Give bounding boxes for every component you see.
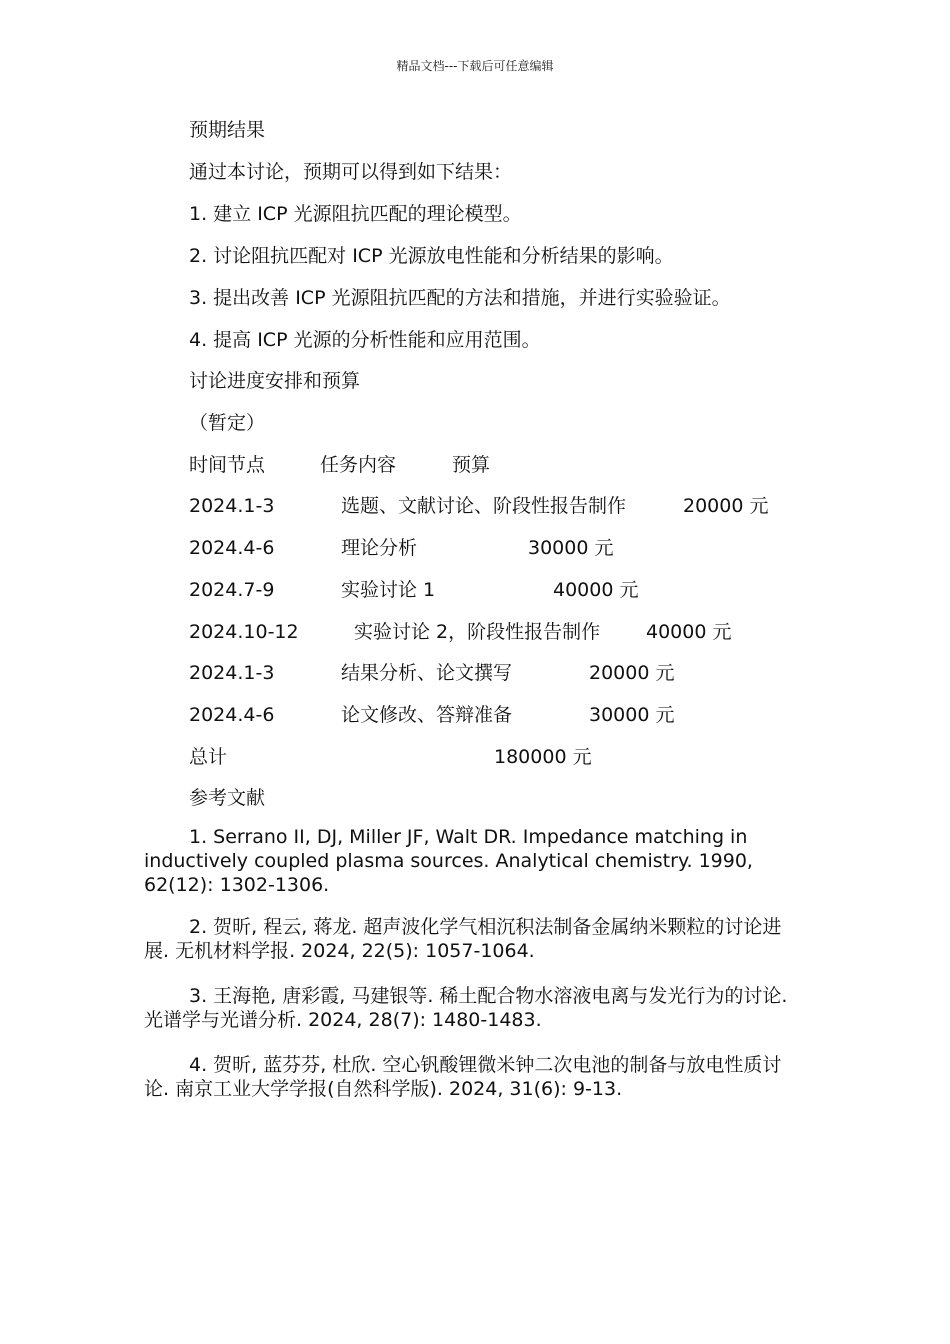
schedule-row-4-time: 2024.10-12 xyxy=(189,621,299,643)
schedule-row-2-time: 2024.4-6 xyxy=(189,537,275,559)
results-intro: 通过本讨论，预期可以得到如下结果： xyxy=(189,161,513,183)
page-header: 精品文档---下载后可任意编辑 xyxy=(396,59,554,73)
result-item-1: 1. 建立 ICP 光源阻抗匹配的理论模型。 xyxy=(189,203,522,225)
schedule-row-2-task: 理论分析 xyxy=(341,537,418,559)
result-item-2: 2. 讨论阻抗匹配对 ICP 光源放电性能和分析结果的影响。 xyxy=(189,245,674,267)
schedule-row-3-budget: 40000 元 xyxy=(553,579,639,601)
schedule-row-1-budget: 20000 元 xyxy=(683,495,769,517)
reference-item-3: 3. 王海艳, 唐彩霞, 马建银等. 稀土配合物水溶液电离与发光行为的讨论. 光谱学与光谱分析. 2024, 28(7): 1480-1483. xyxy=(144,985,788,1031)
references-title: 参考文献 xyxy=(189,787,266,809)
result-item-4: 4. 提高 ICP 光源的分析性能和应用范围。 xyxy=(189,329,541,351)
reference-item-1: 1. Serrano II, DJ, Miller JF, Walt DR. Impedance matching in inductively coupled plasma sources. Analytical chemistry. 1990, 62(12): 1302-1306. xyxy=(144,826,753,896)
schedule-header-task: 任务内容 xyxy=(320,454,397,476)
schedule-header-budget: 预算 xyxy=(452,454,491,476)
reference-item-4: 4. 贺昕, 蓝芬芬, 杜欣. 空心钒酸锂微米钟二次电池的制备与放电性质讨论. 南京工业大学学报(自然科学版). 2024, 31(6): 9-13. xyxy=(144,1054,782,1100)
total-value: 180000 元 xyxy=(494,746,592,768)
schedule-row-1-time: 2024.1-3 xyxy=(189,495,275,517)
schedule-row-4-budget: 40000 元 xyxy=(646,621,732,643)
schedule-header-time: 时间节点 xyxy=(189,454,266,476)
schedule-row-3-time: 2024.7-9 xyxy=(189,579,275,601)
total-label: 总计 xyxy=(189,746,228,768)
schedule-note: （暂定） xyxy=(189,412,266,434)
schedule-row-2-budget: 30000 元 xyxy=(528,537,614,559)
schedule-row-1-task: 选题、文献讨论、阶段性报告制作 xyxy=(341,495,627,517)
schedule-row-5-task: 结果分析、论文撰写 xyxy=(341,662,513,684)
schedule-row-6-budget: 30000 元 xyxy=(589,704,675,726)
schedule-row-6-time: 2024.4-6 xyxy=(189,704,275,726)
schedule-row-5-budget: 20000 元 xyxy=(589,662,675,684)
schedule-row-3-task: 实验讨论 1 xyxy=(341,579,436,601)
schedule-title: 讨论进度安排和预算 xyxy=(189,370,361,392)
reference-item-2: 2. 贺昕, 程云, 蒋龙. 超声波化学气相沉积法制备金属纳米颗粒的讨论进展. 无机材料学报. 2024, 22(5): 1057-1064. xyxy=(144,916,782,962)
schedule-row-5-time: 2024.1-3 xyxy=(189,662,275,684)
schedule-row-6-task: 论文修改、答辩准备 xyxy=(341,704,513,726)
results-title: 预期结果 xyxy=(189,119,266,141)
schedule-row-4-task: 实验讨论 2，阶段性报告制作 xyxy=(354,621,601,643)
result-item-3: 3. 提出改善 ICP 光源阻抗匹配的方法和措施，并进行实验验证。 xyxy=(189,287,731,309)
